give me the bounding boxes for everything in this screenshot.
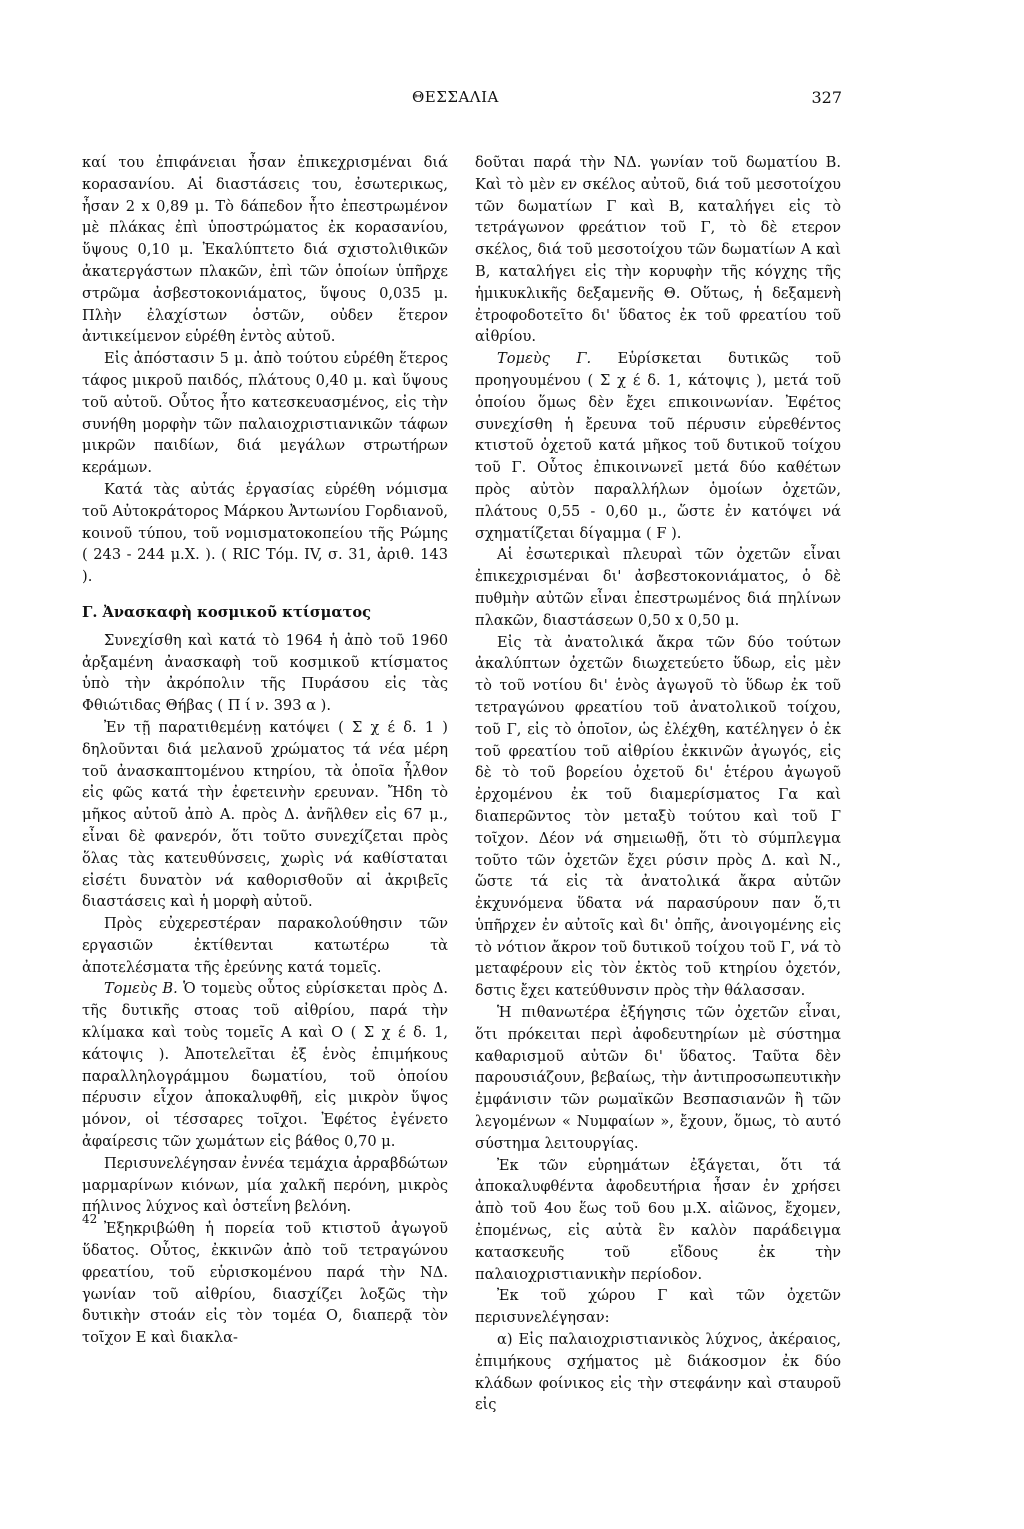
paragraph: δοῦται παρά τὴν ΝΔ. γωνίαν τοῦ δωματίου Β. Καὶ τὸ μὲν εν σκέλος αὐτοῦ, διά τοῦ μεσοτοίχου τῶν δωματίων Γ καὶ Β, καταλήγει εἰς τὸ τετράγωνον φρεάτιον τοῦ Γ, τὸ δὲ ετερον σκέλος, διά τοῦ μεσοτοίχου τῶν δωματίων Α καὶ Β, καταλήγει εἰς τὴν κορυφὴν τῆς κόγχης τῆς ἡμικυκλικῆς δεξαμενῆς Θ. Οὕτως, ἡ δεξαμενὴ ἐτροφοδοτεῖτο δι' ὕδατος ἐκ τοῦ φρεατίου τοῦ αἰθρίου.: [475, 154, 841, 346]
running-head: ΘΕΣΣΑΛΙΑ: [412, 88, 499, 106]
paragraph: Ἐκ τοῦ χώρου Γ καὶ τῶν ὀχετῶν περισυνελέγησαν:: [475, 1287, 841, 1327]
paragraph: Εἰς τὰ ἀνατολικά ἄκρα τῶν δύο τούτων ἀκαλύπτων ὀχετῶν διωχετεύετο ὕδωρ, εἰς μὲν τὸ τοῦ νοτίου δι' ἑνὸς ἀγωγοῦ τὸ ὕδωρ ἐκ τοῦ τετραγώνου φρεατίου τοῦ ἀνατολικοῦ τοίχου, τοῦ Γ, εἰς τὸ ὁποῖον, ὡς ἐλέχθη, κατέληγεν ὁ ἐκ τοῦ φρεατίου τοῦ αἰθρίου ἐκκινῶν ἀγωγός, εἰς δὲ τὸ τοῦ βορείου ὀχετοῦ δι' ἑτέρου ἀγωγοῦ ἐρχομένου ἐκ τοῦ διαμερίσματος Γα καὶ διαπερῶντος τὸν μεταξὺ τούτου καὶ τοῦ Γ τοῖχον. Δέον νά σημειωθῇ, ὅτι τὸ σύμπλεγμα τοῦτο τῶν ὀχετῶν ἔχει ρύσιν πρὸς Δ. καὶ Ν., ὥστε τά εἰς τὰ ἀνατολικά ἄκρα αὐτῶν ἐκχυνόμενα ὕδατα νά παρασύρουν παν ὅ,τι ὑπῆρχεν ἐν αὐτοῖς καὶ δι' ὀπῆς, ἀνοιγομένης εἰς τὸ νότιον ἄκρον τοῦ δυτικοῦ τοίχου τοῦ Γ, νά τὸ μεταφέρουν εἰς τὸν ἐκτὸς τοῦ κτηρίου ὀχετόν, δστις ἔχει κατεύθυνσιν πρὸς τὴν θάλασσαν.: [475, 633, 841, 1000]
paragraph: Αἱ ἐσωτερικαὶ πλευραὶ τῶν ὀχετῶν εἶναι ἐπικεχρισμέναι δι' ἀσβεστοκονιάματος, ὁ δὲ πυθμὴν αὐτῶν εἶναι ἐπεστρωμένος διά πηλίνων πλακῶν, διαστάσεων 0,50 x 0,50 μ.: [475, 546, 841, 629]
paragraph: [82, 978, 448, 1152]
paragraph: Ἐξηκριβώθη ἡ πορεία τοῦ κτιστοῦ ἀγωγοῦ ὕδατος. Οὗτος, ἐκκινῶν ἀπὸ τοῦ τετραγώνου φρεατίου, τοῦ εὑρισκομένου παρά τὴν ΝΔ. γωνίαν τοῦ αἰθρίου, διασχίζει λοξῶς τὴν δυτικὴν στοάν εἰς τὸν τομέα Ο, διαπερᾷ τὸν τοῖχον Ε καὶ διακλα-: [82, 1220, 448, 1347]
paragraph-text: Εὑρίσκεται δυτικῶς τοῦ προηγουμένου ( Σ χ έ δ. 1, κάτοψις ), μετά τοῦ ὁποίου ὅμως δὲν ἔχει επικοινωνίαν. Ἐφέτος συνεχίσθη ἡ ἔρευνα τοῦ πέρυσιν εὑρεθέντος κτιστοῦ ὀχετοῦ κατά μῆκος τοῦ δυτικοῦ τοίχου τοῦ Γ. Οὗτος ἐπικοινωνεῖ μετά δύο καθέτων πρὸς αὐτὸν παραλλήλων ὁμοίων ὀχετῶν, πλάτους 0,55 - 0,60 μ., ὥστε ἐν κατόψει νά σχηματίζεται δίγαμμα ( F ).: [475, 350, 841, 542]
signature-mark: 42: [82, 1212, 98, 1226]
sector-label: Τομεὺς Β.: [104, 980, 178, 998]
left-column: [82, 152, 448, 1349]
page-number: 327: [811, 88, 842, 107]
paragraph: [475, 348, 841, 544]
paragraph-text: Ὁ τομεὺς οὗτος εὑρίσκεται πρὸς Δ. τῆς δυτικῆς στοας τοῦ αἰθρίου, παρά τὴν κλίμακα καὶ τοὺς τομεῖς Α καὶ Ο ( Σ χ έ δ. 1, κάτοψις ). Ἀποτελεῖται ἐξ ἑνὸς ἐπιμήκους παραλληλογράμμου δωματίου, τοῦ ὁποίου πέρυσιν εἶχον ἀποκαλυφθῆ, εἰς μικρὸν ὕψος μόνον, οἱ τέσσαρες τοῖχοι. Ἐφέτος ἐγένετο ἀφαίρεσις τῶν χωμάτων εἰς βάθος 0,70 μ.: [82, 980, 448, 1151]
section-heading: Γ. Ἀνασκαφὴ κοσμικοῦ κτίσματος: [82, 603, 372, 621]
paragraph: Συνεχίσθη καὶ κατά τὸ 1964 ἡ ἀπὸ τοῦ 1960 ἀρξαμένη ἀνασκαφὴ τοῦ κοσμικοῦ κτίσματος ὑπὸ τὴν ἀκρόπολιν τῆς Πυράσου εἰς τὰς Φθιώτιδας Θήβας ( Π ί ν. 393 α ).: [82, 631, 448, 715]
sector-label: Τομεὺς Γ.: [497, 350, 592, 368]
paragraph: Πρὸς εὐχερεστέραν παρακολούθησιν τῶν εργασιῶν ἐκτίθενται κατωτέρω τὰ ἀποτελέσματα τῆς ἐρεύνης κατά τομεῖς.: [82, 915, 448, 976]
paragraph: καί του ἐπιφάνειαι ἦσαν ἐπικεχρισμέναι διά κορασανίου. Αἱ διαστάσεις του, ἐσωτερικως, ἦσαν 2 x 0,89 μ. Τὸ δάπεδον ἦτο ἐπεστρωμένον μὲ πλάκας ἐπὶ ὑποστρώματος ἐκ κορασανίου, ὕψους 0,10 μ. Ἐκαλύπτετο διά σχιστολιθικῶν ἀκατεργάστων πλακῶν, ἐπὶ τῶν ὁποίων ὑπῆρχε στρῶμα ἀσβεστοκονιάματος, ὕψους 0,035 μ. Πλὴν ἐλαχίστων ὀστῶν, οὐδεν ἕτερον ἀντικείμενον εὑρέθη ἐντὸς αὐτοῦ.: [82, 154, 448, 346]
paragraph: Εἰς ἀπόστασιν 5 μ. ἀπὸ τούτου εὑρέθη ἕτερος τάφος μικροῦ παιδός, πλάτους 0,40 μ. καὶ ὕψους τοῦ αὐτοῦ. Οὗτος ἦτο κατεσκευασμένος, εἰς τὴν συνήθη μορφὴν τῶν παλαιοχριστιανικῶν τάφων μικρῶν παιδίων, διά μεγάλων στρωτήρων κεράμων.: [82, 350, 448, 477]
paragraph: Κατά τὰς αὐτάς ἐργασίας εὑρέθη νόμισμα τοῦ Αὐτοκράτορος Μάρκου Ἀντωνίου Γορδιανοῦ, κοινοῦ τύπου, τοῦ νομισματοκοπείου τῆς Ρώμης ( 243 - 244 μ.Χ. ). ( RIC Τόμ. IV, σ. 31, ἀριθ. 143 ).: [82, 480, 448, 586]
right-column: [475, 152, 841, 1416]
paragraph: Περισυνελέγησαν ἐννέα τεμάχια ἀρραβδώτων μαρμαρίνων κιόνων, μία χαλκῆ περόνη, μικρὸς πήλινος λύχνος καὶ ὀστεΐνη βελόνη.: [82, 1154, 448, 1216]
paragraph: α) Εἰς παλαιοχριστιανικὸς λύχνος, ἀκέραιος, ἐπιμήκους σχήματος μὲ διάκοσμον ἐκ δύο κλάδων φοίνικος εἰς τὴν στεφάνην καὶ σταυροῦ εἰς: [475, 1331, 841, 1414]
paragraph: Ἐκ τῶν εὑρημάτων ἐξάγεται, ὅτι τά ἀποκαλυφθέντα ἀφοδευτήρια ἦσαν ἐν χρήσει ἀπὸ τοῦ 4ου ἕως τοῦ 6ου μ.Χ. αἰῶνος, ἔχομεν, ἐπομένως, εἰς αὐτὰ ἓν καλὸν παράδειγμα κατασκευῆς τοῦ εἴδους ἐκ τὴν παλαιοχριστιανικὴν περίοδον.: [475, 1156, 841, 1283]
paragraph: Ἡ πιθανωτέρα ἐξήγησις τῶν ὀχετῶν εἶναι, ὅτι πρόκειται περὶ ἀφοδευτηρίων μὲ σύστημα καθαρισμοῦ αὐτῶν δι' ὕδατος. Ταῦτα δὲν παρουσιάζουν, βεβαίως, τὴν ἀντιπροσωπευτικὴν ἐμφάνισιν τῶν ρωμαϊκῶν Βεσπασιανῶν ἢ τῶν λεγομένων « Νυμφαίων », ἔχουν, ὅμως, τὸ αυτό σύστημα λειτουργίας.: [475, 1004, 841, 1152]
paragraph: Ἐν τῇ παρατιθεμένῃ κατόψει ( Σ χ έ δ. 1 ) δηλοῦνται διά μελανοῦ χρώματος τά νέα μέρη τοῦ ἀνασκαπτομένου κτηρίου, τὰ ὁποῖα ἦλθον εἰς φῶς κατά τὴν ἐφετεινὴν ερευναν. Ἤδη τὸ μῆκος αὐτοῦ ἀπὸ Α. πρὸς Δ. ἀνῆλθεν εἰς 67 μ., εἶναι δὲ φανερόν, ὅτι τοῦτο συνεχίζεται πρὸς ὅλας τὰς κατευθύνσεις, χωρὶς νά καθίσταται εἰσέτι δυνατὸν νά καθορισθοῦν αἱ ἀκριβεῖς διαστάσεις καὶ ἡ μορφὴ αὐτοῦ.: [82, 718, 448, 911]
page-header: [82, 88, 842, 112]
